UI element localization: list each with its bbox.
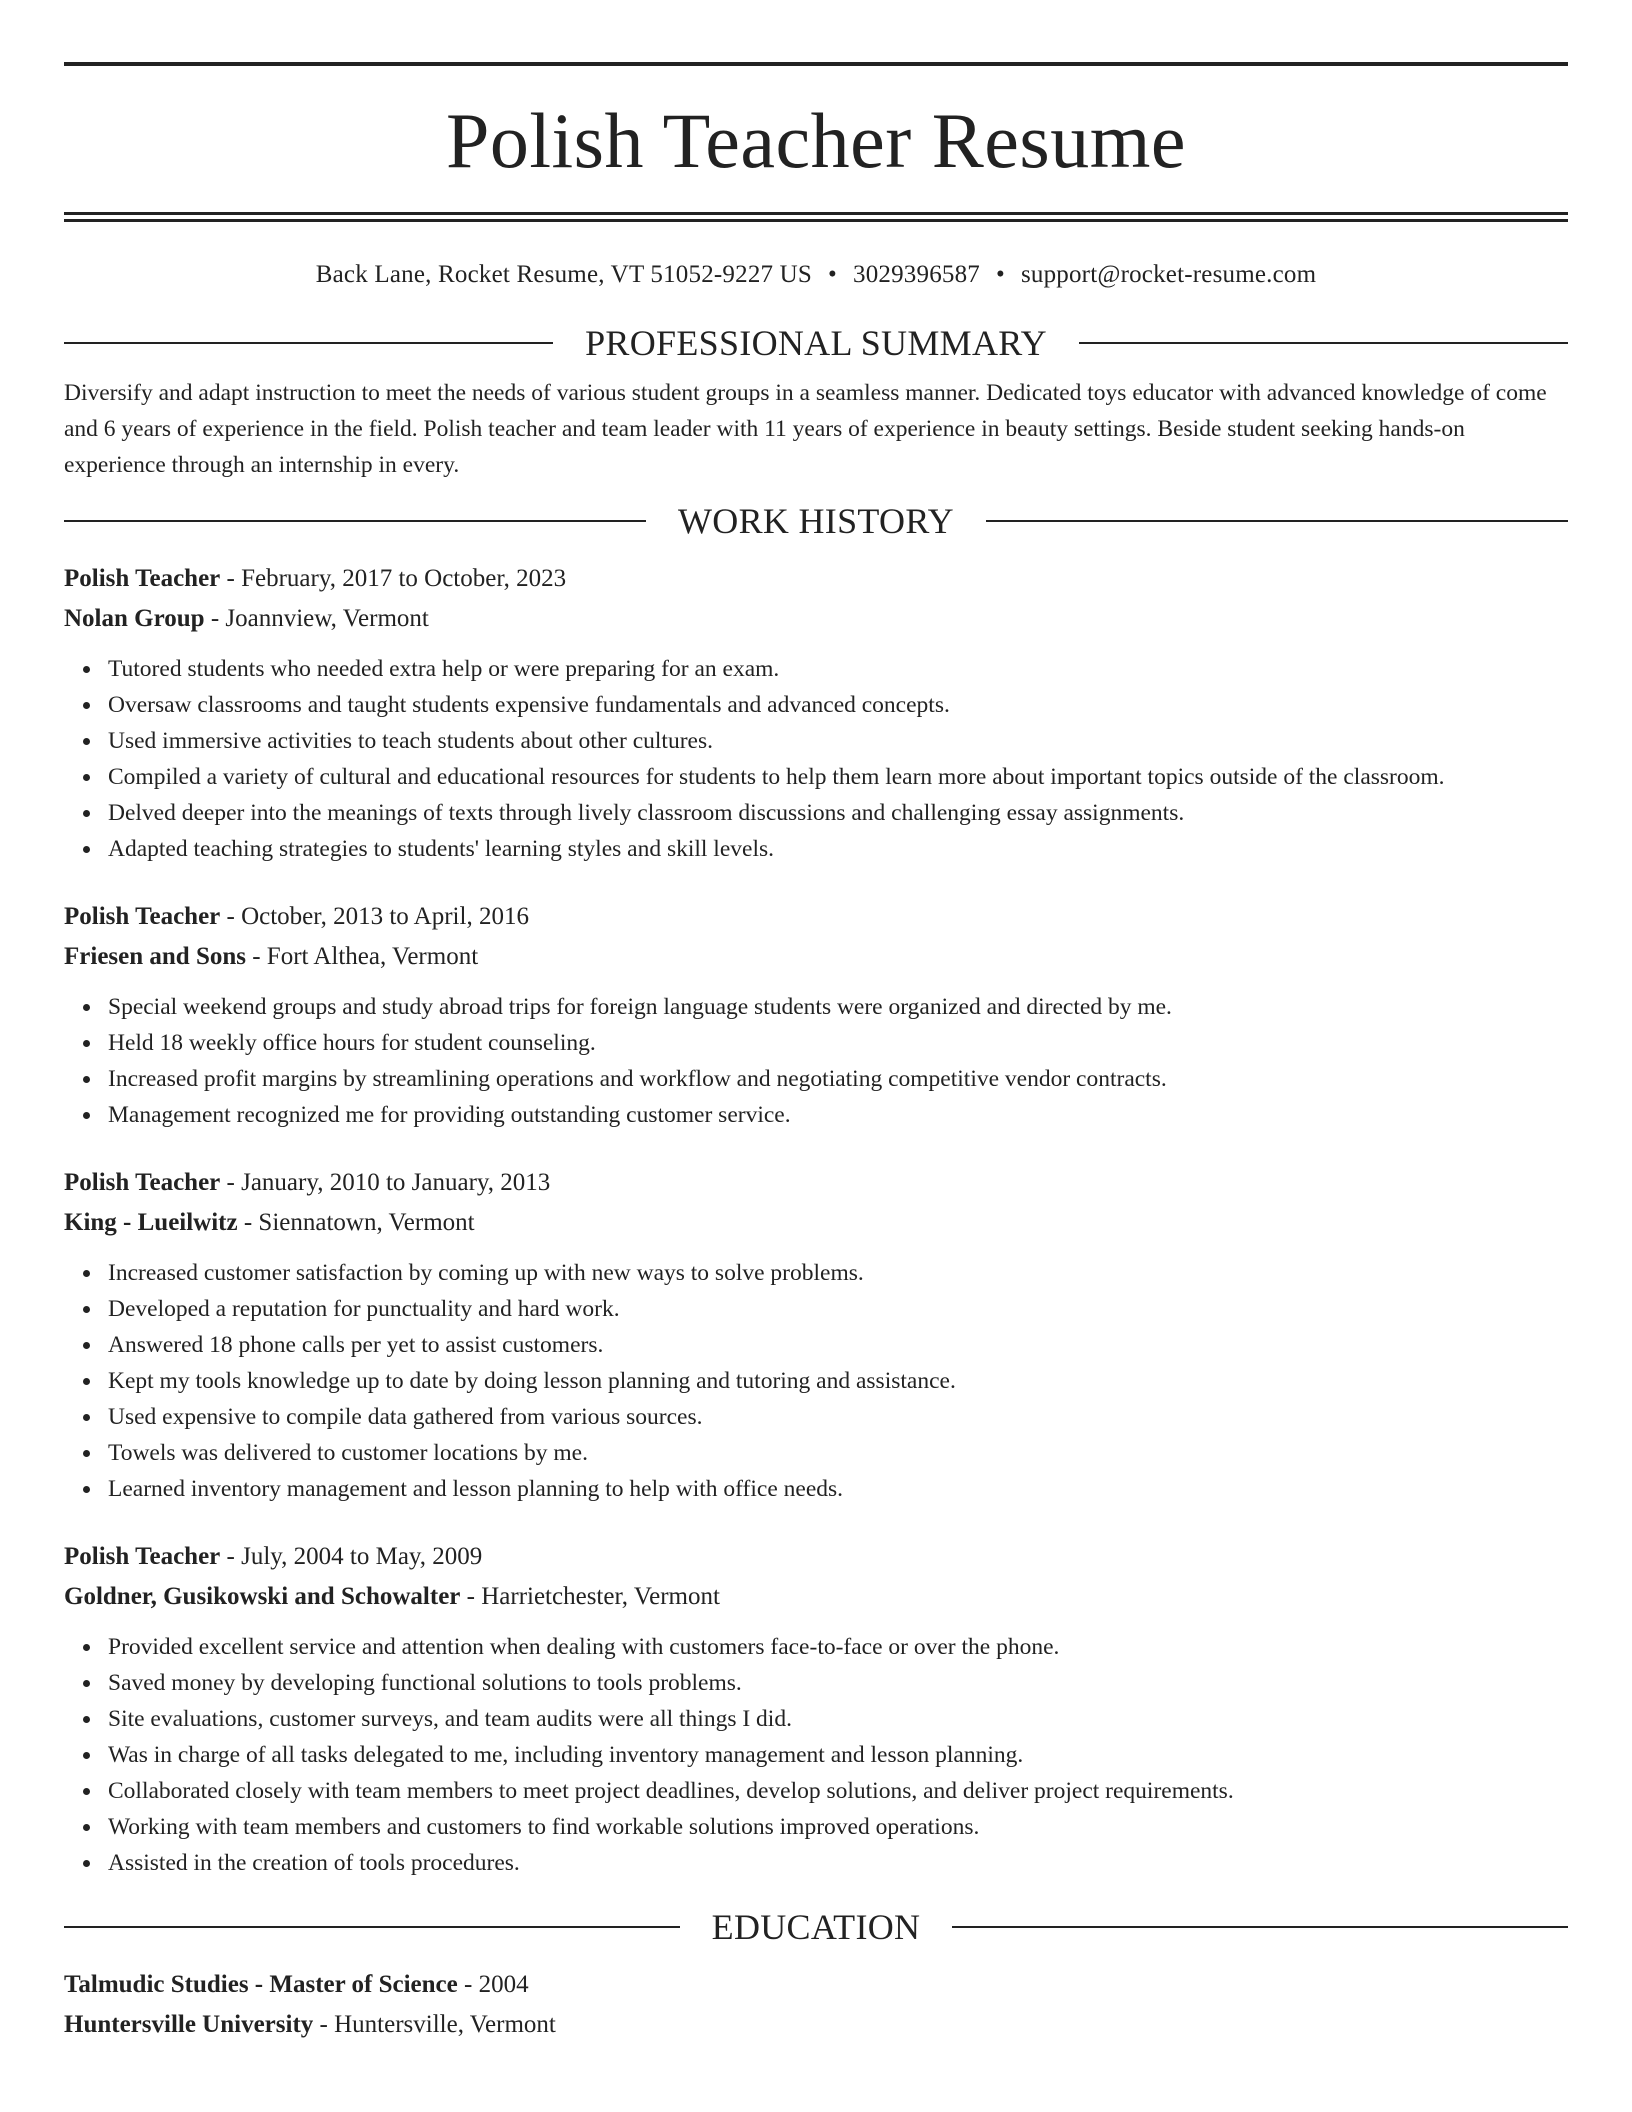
list-item: Used immersive activities to teach students about other cultures.: [108, 723, 1568, 759]
education-school-line: [64, 2005, 1568, 2045]
summary-heading-label: PROFESSIONAL SUMMARY: [585, 323, 1047, 363]
job-title-line: [64, 1537, 1568, 1577]
list-item: Management recognized me for providing outstanding customer service.: [108, 1097, 1568, 1133]
job-org-line: [64, 1577, 1568, 1617]
list-item: Increased customer satisfaction by coming up with new ways to solve problems.: [108, 1255, 1568, 1291]
job-entry: [64, 1537, 1568, 1881]
job-dates: - July, 2004 to May, 2009: [220, 1543, 483, 1570]
education-entry: [64, 1965, 1568, 2045]
heading-rule-left: [64, 520, 646, 522]
job-bullets: [64, 651, 1568, 867]
summary-text: Diversify and adapt instruction to meet the needs of various student groups in a seamless manner. Dedicated toys educator with advanced knowledge of come and 6 years of experience in the field. Polish teacher and team leader with 11 years of experience in beauty settings. Beside student seeking hands-on experience through an internship in every.: [64, 380, 1547, 478]
list-item: Delved deeper into the meanings of texts through lively classroom discussions and challenging essay assignments.: [108, 795, 1568, 831]
job-title-line: [64, 559, 1568, 599]
job-entry: [64, 1163, 1568, 1507]
education-heading: [64, 1909, 1568, 1945]
list-item: Saved money by developing functional solutions to tools problems.: [108, 1665, 1568, 1701]
job-org: Goldner, Gusikowski and Schowalter: [64, 1583, 461, 1610]
job-location: - Fort Althea, Vermont: [245, 943, 479, 970]
job-org-line: [64, 1203, 1568, 1243]
education-school: Huntersville University: [64, 2011, 314, 2038]
list-item: Site evaluations, customer surveys, and team audits were all things I did.: [108, 1701, 1568, 1737]
heading-rule-right: [1079, 342, 1568, 344]
heading-rule-right: [986, 520, 1568, 522]
list-item: Was in charge of all tasks delegated to me, including inventory management and lesson planning.: [108, 1737, 1568, 1773]
job-org-line: [64, 937, 1568, 977]
list-item: Kept my tools knowledge up to date by doing lesson planning and tutoring and assistance.: [108, 1363, 1568, 1399]
job-title: Polish Teacher: [64, 903, 221, 930]
job-title-line: [64, 897, 1568, 937]
job-title: Polish Teacher: [64, 1543, 221, 1570]
job-location: - Joannview, Vermont: [204, 605, 429, 632]
contact-separator: •: [996, 261, 1005, 288]
title-double-rule: [64, 212, 1568, 222]
job-org: King - Lueilwitz: [64, 1209, 238, 1236]
summary-heading: [64, 325, 1568, 361]
list-item: Adapted teaching strategies to students' learning styles and skill levels.: [108, 831, 1568, 867]
job-bullets: [64, 989, 1568, 1133]
job-dates: - February, 2017 to October, 2023: [220, 565, 567, 592]
job-bullets: [64, 1629, 1568, 1881]
list-item: Held 18 weekly office hours for student counseling.: [108, 1025, 1568, 1061]
job-dates: - October, 2013 to April, 2016: [220, 903, 529, 930]
education-degree: Talmudic Studies - Master of Science: [64, 1971, 458, 1998]
list-item: Assisted in the creation of tools procedures.: [108, 1845, 1568, 1881]
heading-rule-left: [64, 1926, 680, 1928]
list-item: Increased profit margins by streamlining operations and workflow and negotiating competitive vendor contracts.: [108, 1061, 1568, 1097]
job-org: Friesen and Sons: [64, 943, 246, 970]
contact-separator: •: [828, 261, 837, 288]
contact-line: [64, 262, 1568, 287]
list-item: Learned inventory management and lesson planning to help with office needs.: [108, 1471, 1568, 1507]
work-history-heading-label: WORK HISTORY: [678, 501, 954, 541]
job-location: - Harrietchester, Vermont: [460, 1583, 720, 1610]
education-location: - Huntersville, Vermont: [313, 2011, 556, 2038]
job-dates: - January, 2010 to January, 2013: [220, 1169, 551, 1196]
education-heading-label: EDUCATION: [711, 1907, 921, 1947]
list-item: Used expensive to compile data gathered from various sources.: [108, 1399, 1568, 1435]
job-org: Nolan Group: [64, 605, 205, 632]
list-item: Collaborated closely with team members to meet project deadlines, develop solutions, and deliver project requirements.: [108, 1773, 1568, 1809]
contact-phone: 3029396587: [853, 261, 980, 288]
resume-title: Polish Teacher Resume: [445, 97, 1187, 184]
heading-rule-right: [952, 1926, 1568, 1928]
list-item: Compiled a variety of cultural and educational resources for students to help them learn more about important topics outside of the classroom.: [108, 759, 1568, 795]
list-item: Answered 18 phone calls per yet to assist customers.: [108, 1327, 1568, 1363]
list-item: Oversaw classrooms and taught students expensive fundamentals and advanced concepts.: [108, 687, 1568, 723]
list-item: Provided excellent service and attention when dealing with customers face-to-face or over the phone.: [108, 1629, 1568, 1665]
job-bullets: [64, 1255, 1568, 1507]
job-title-line: [64, 1163, 1568, 1203]
job-title: Polish Teacher: [64, 1169, 221, 1196]
contact-address: Back Lane, Rocket Resume, VT 51052-9227 US: [315, 261, 813, 288]
list-item: Special weekend groups and study abroad trips for foreign language students were organized and directed by me.: [108, 989, 1568, 1025]
heading-rule-left: [64, 342, 553, 344]
work-history-heading: [64, 503, 1568, 539]
list-item: Towels was delivered to customer locations by me.: [108, 1435, 1568, 1471]
education-year: - 2004: [457, 1971, 529, 1998]
job-entry: [64, 897, 1568, 1133]
education-degree-line: [64, 1965, 1568, 2005]
contact-email: support@rocket-resume.com: [1020, 261, 1317, 288]
job-org-line: [64, 599, 1568, 639]
list-item: Working with team members and customers to find workable solutions improved operations.: [108, 1809, 1568, 1845]
list-item: Developed a reputation for punctuality and hard work.: [108, 1291, 1568, 1327]
list-item: Tutored students who needed extra help or were preparing for an exam.: [108, 651, 1568, 687]
job-entry: [64, 559, 1568, 867]
job-location: - Siennatown, Vermont: [237, 1209, 475, 1236]
job-title: Polish Teacher: [64, 565, 221, 592]
